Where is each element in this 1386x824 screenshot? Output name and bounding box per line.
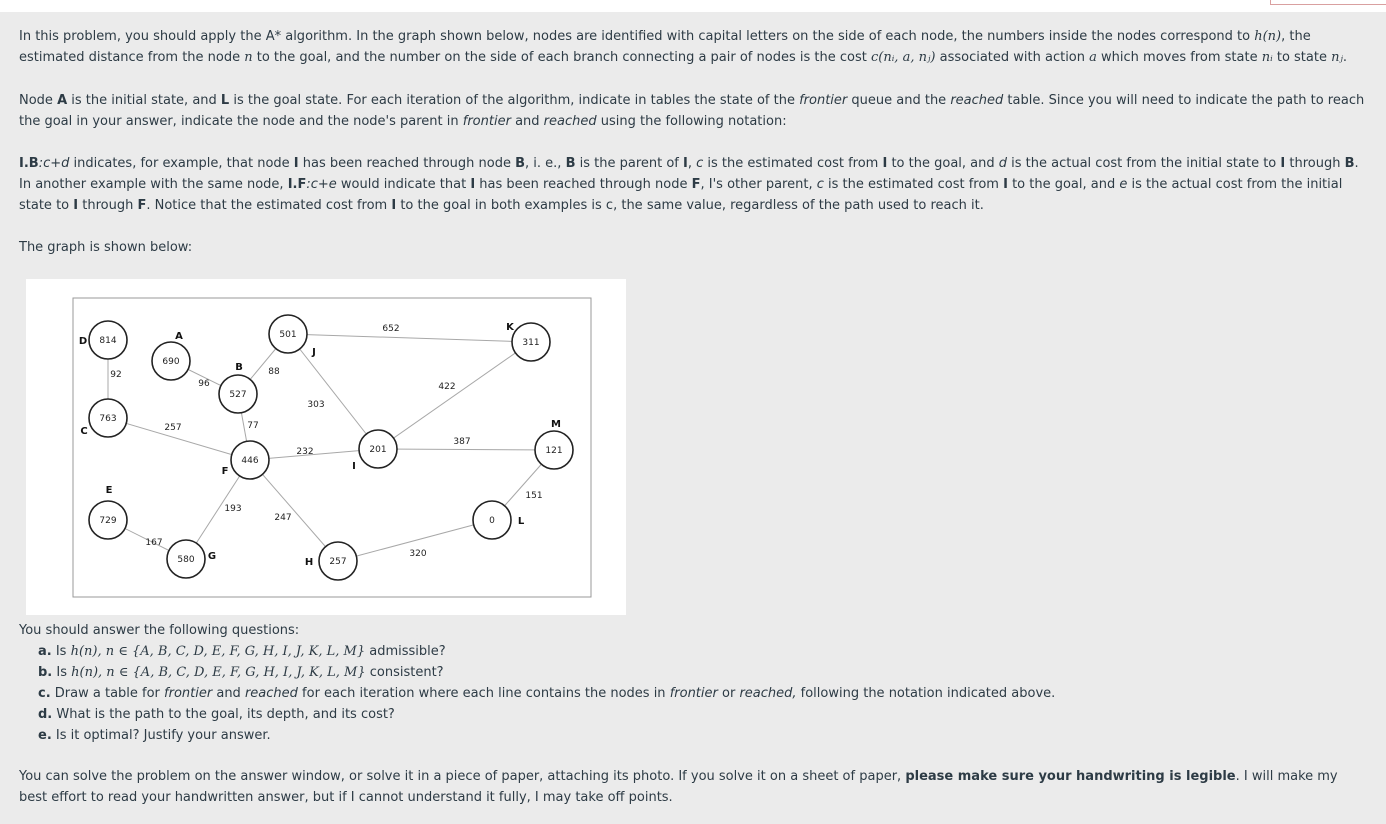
edge-cost-I-M: 387 xyxy=(453,437,471,447)
edge-cost-B-F: 77 xyxy=(247,421,259,431)
edge-cost-H-L: 320 xyxy=(409,549,427,559)
graph-caption: The graph is shown below: xyxy=(19,240,193,255)
node-label-F: F xyxy=(221,466,229,477)
top-tab[interactable] xyxy=(1270,0,1386,5)
node-label-G: G xyxy=(207,551,217,562)
intro-paragraph: In this problem, you should apply the A* algorithm. In the graph shown below, nodes are identified with capital letters on the side of each node, the numbers inside the nodes correspond to h(n), the estimated distance from the node n to the goal, and the number on the side of each branch connecting a pair of nodes is the cost c(nᵢ, a, nⱼ) associated with action a which moves from state nᵢ to state nⱼ. xyxy=(19,29,1348,65)
node-label-E: E xyxy=(105,485,113,496)
node-heuristic-C: 763 xyxy=(99,414,117,424)
edge-cost-C-F: 257 xyxy=(164,423,182,433)
question-d: d. What is the path to the goal, its depth, and its cost? xyxy=(38,707,395,722)
graph-edge-F-H xyxy=(250,460,338,561)
edge-cost-A-B: 96 xyxy=(198,379,210,389)
node-label-I: I xyxy=(352,461,356,472)
edge-cost-J-I: 303 xyxy=(307,400,325,410)
node-heuristic-K: 311 xyxy=(522,338,540,348)
node-heuristic-I: 201 xyxy=(369,445,387,455)
graph-edge-I-M xyxy=(378,449,554,450)
edge-cost-M-L: 151 xyxy=(525,491,543,501)
edge-cost-B-J: 88 xyxy=(268,367,280,377)
node-heuristic-D: 814 xyxy=(99,336,117,346)
node-heuristic-H: 257 xyxy=(329,557,347,567)
graph-edge-J-K xyxy=(288,334,531,342)
question-e: e. Is it optimal? Justify your answer. xyxy=(38,728,271,743)
node-heuristic-L: 0 xyxy=(489,516,495,526)
graph-figure xyxy=(26,279,626,615)
question-c: c. Draw a table for frontier and reached for each iteration where each line contains the nodes in frontier or reached, following the notation indicated above. xyxy=(38,686,1056,701)
edge-cost-F-G: 193 xyxy=(224,504,242,514)
edge-cost-D-C: 92 xyxy=(110,370,122,380)
node-heuristic-G: 580 xyxy=(177,555,195,565)
footer-paragraph: You can solve the problem on the answer window, or solve it in a piece of paper, attaching its photo. If you solve it on a sheet of paper, please make sure your handwriting is legible. I will make my best effort to read your handwritten answer, but if I cannot understand it fully, I may take off points. xyxy=(19,769,1338,805)
graph-edge-J-I xyxy=(288,334,378,449)
edge-cost-E-G: 167 xyxy=(145,538,163,548)
edge-cost-I-K: 422 xyxy=(438,382,456,392)
question-b: b. Is h(n), n ∈ {A, B, C, D, E, F, G, H, I, J, K, L, M} consistent? xyxy=(38,665,444,680)
edge-cost-F-H: 247 xyxy=(274,513,292,523)
node-label-D: D xyxy=(78,336,88,347)
node-heuristic-F: 446 xyxy=(241,456,259,466)
node-label-B: B xyxy=(235,362,243,373)
notation-paragraph: I.B:c+d indicates, for example, that node I has been reached through node B, i. e., B is the parent of I, c is the estimated cost from I to the goal, and d is the actual cost from the initial state to I through B. In another example with the same node, I.F:c+e would indicate that I has been reached through node F, I's other parent, c is the estimated cost from I to the goal, and e is the actual cost from the initial state to I through F. Notice that the estimated cost from I to the goal in both examples is c, the same value, regardless of the path used to reach it. xyxy=(19,156,1359,213)
node-label-J: J xyxy=(312,347,316,358)
node-heuristic-A: 690 xyxy=(162,357,180,367)
graph-edge-I-K xyxy=(378,342,531,449)
node-label-K: K xyxy=(506,322,514,333)
node-label-A: A xyxy=(175,331,183,342)
node-label-C: C xyxy=(80,426,88,437)
node-heuristic-B: 527 xyxy=(229,390,247,400)
node-heuristic-J: 501 xyxy=(279,330,297,340)
edge-cost-J-K: 652 xyxy=(382,324,400,334)
edge-cost-F-I: 232 xyxy=(296,447,314,457)
node-heuristic-E: 729 xyxy=(99,516,117,526)
questions-intro: You should answer the following questions: xyxy=(19,623,300,638)
node-heuristic-M: 121 xyxy=(545,446,563,456)
node-label-L: L xyxy=(517,516,525,527)
graph-svg xyxy=(26,279,626,615)
question-a: a. Is h(n), n ∈ {A, B, C, D, E, F, G, H, I, J, K, L, M} admissible? xyxy=(38,644,446,659)
state-paragraph: Node A is the initial state, and L is the goal state. For each iteration of the algorithm, indicate in tables the state of the frontier queue and the reached table. Since you will need to indicate the path to reach the goal in your answer, indicate the node and the node's parent in frontier and reached using the following notation: xyxy=(19,93,1365,129)
node-label-M: M xyxy=(551,419,561,430)
questions-list xyxy=(19,620,1119,746)
top-bar xyxy=(0,0,1386,12)
node-label-H: H xyxy=(304,557,314,568)
